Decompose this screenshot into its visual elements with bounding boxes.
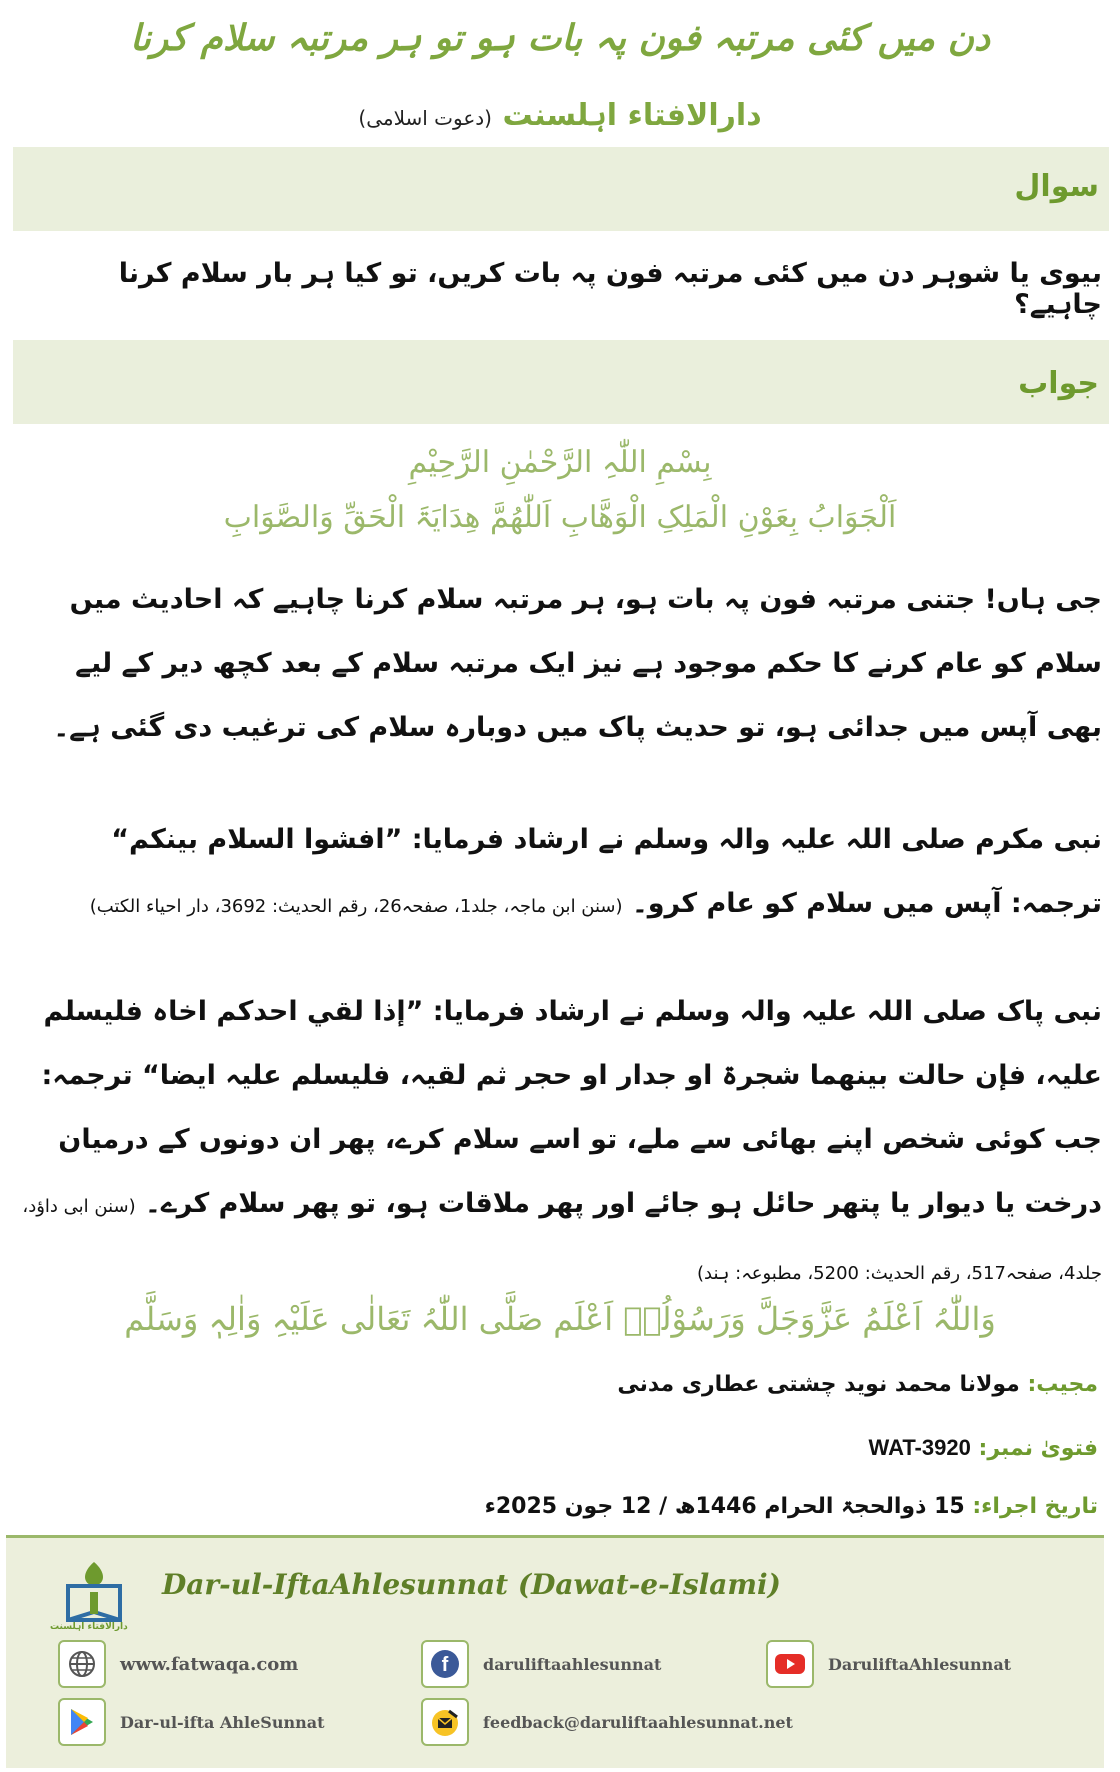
question-band — [13, 147, 1109, 231]
email-text: feedback@daruliftaahlesunnat.net — [483, 1712, 793, 1732]
hadith-1-reference: (سنن ابن ماجہ، جلد1، صفحہ26، رقم الحدیث: 3692، دار احیاء الکتب) — [89, 896, 623, 917]
fatwa-number-label: فتویٰ نمبر: — [978, 1436, 1098, 1461]
playstore-text: Dar-ul-ifta AhleSunnat — [120, 1712, 325, 1732]
mujeeb-line — [617, 1372, 1098, 1397]
basmala: بِسْمِ اللّٰہِ الرَّحْمٰنِ الرَّحِیْمِ — [408, 445, 712, 480]
question-label: سوال — [1014, 169, 1099, 204]
issue-date-line — [485, 1494, 1098, 1519]
answer-band — [13, 340, 1109, 424]
answer-paragraph-1: جی ہاں! جتنی مرتبہ فون پہ بات ہو، ہر مرتبہ سلام کرنا چاہیے کہ احادیث میں سلام کو عام کرنے کا حکم موجود ہے نیز ایک مرتبہ سلام کے بعد کچھ دیر کے لیے بھی آپس میں جدائی ہو، تو حدیث پاک میں دوبارہ سلام کی ترغیب دی گئی ہے۔ — [53, 584, 1102, 743]
youtube-text: DaruliftaAhlesunnat — [828, 1654, 1012, 1674]
institute-label: دارالافتاء اہلسنت — [502, 98, 762, 133]
closing-formula: وَاللّٰہُ اَعْلَمُ عَزَّوَجَلَّ وَرَسُوْلُہٗ اَعْلَم صَلَّی اللّٰہُ تَعَالٰی عَلَیْہِ وَاٰلِہٖ وَسَلَّم — [124, 1300, 996, 1338]
question-text: بیوی یا شوہر دن میں کئی مرتبہ فون پہ بات کریں، تو کیا ہر بار سلام کرنا چاہیے؟ — [118, 258, 1102, 320]
hadith-1-text: نبی مکرم صلی اللہ علیہ والہ وسلم نے ارشاد فرمایا: ”افشوا السلام بینکم“ ترجمہ: آپس میں سلام کو عام کرو۔ — [111, 824, 1102, 919]
answer-opening: اَلْجَوَابُ بِعَوْنِ الْمَلِکِ الْوَھَّابِ اَللّٰھُمَّ ھِدَایَۃَ الْحَقِّ وَالصَّوَابِ — [223, 500, 897, 535]
play-store-icon — [58, 1698, 106, 1746]
page-title: دن میں کئی مرتبہ فون پہ بات ہو تو ہر مرتبہ سلام کرنا — [129, 18, 991, 59]
facebook-link[interactable] — [421, 1640, 661, 1688]
globe-icon — [58, 1640, 106, 1688]
feedback-email-icon — [421, 1698, 469, 1746]
logo-caption: دارالافتاء اہلسنت — [50, 1622, 128, 1632]
institute-name — [0, 98, 1120, 133]
fatwa-number-line — [869, 1435, 1098, 1461]
svg-text:f: f — [441, 1654, 449, 1676]
website-link[interactable] — [58, 1640, 298, 1688]
answer-paragraph-2 — [22, 808, 1102, 939]
issue-date-label: تاریخ اجراء: — [972, 1494, 1098, 1519]
facebook-text: daruliftaahlesunnat — [483, 1654, 662, 1674]
footer — [6, 1535, 1104, 1768]
hadith-2-text: نبی پاک صلی اللہ علیہ والہ وسلم نے ارشاد فرمایا: ”إذا لقي احدکم اخاہ فلیسلم علیہ، فإن حالت بینھما شجرۃ او جدار او حجر ثم لقیہ، فلیسلم علیہ ایضا“ ترجمہ: جب کوئی شخص اپنے بھائی سے ملے، تو اسے سلام کرے، پھر ان دونوں کے درمیان درخت یا دیوار یا پتھر حائل ہو جائے اور پھر ملاقات ہو، تو پھر سلام کرے۔ — [41, 996, 1102, 1219]
mujeeb-value: مولانا محمد نوید چشتی عطاری مدنی — [617, 1372, 1020, 1397]
mujeeb-label: مجیب: — [1027, 1372, 1098, 1397]
youtube-link[interactable] — [766, 1640, 1011, 1688]
hadith-2-reference: (سنن ابی داؤد، جلد4، صفحہ517، رقم الحدیث: 5200، مطبوعہ: ہند) — [22, 1196, 1102, 1284]
email-link[interactable] — [421, 1698, 793, 1746]
institute-paren: (دعوت اسلامی) — [358, 106, 492, 130]
fatwa-number-value: WAT-3920 — [868, 1435, 971, 1460]
footer-title: Dar-ul-IftaAhlesunnat (Dawat-e-Islami) — [162, 1568, 781, 1601]
playstore-link[interactable] — [58, 1698, 324, 1746]
facebook-icon — [421, 1640, 469, 1688]
website-text: www.fatwaqa.com — [120, 1653, 299, 1675]
answer-paragraph-3 — [22, 980, 1102, 1306]
youtube-icon — [766, 1640, 814, 1688]
answer-label: جواب — [1018, 366, 1099, 401]
issue-date-value: 15 ذوالحجۃ الحرام 1446ھ / 12 جون 2025ء — [484, 1494, 965, 1519]
